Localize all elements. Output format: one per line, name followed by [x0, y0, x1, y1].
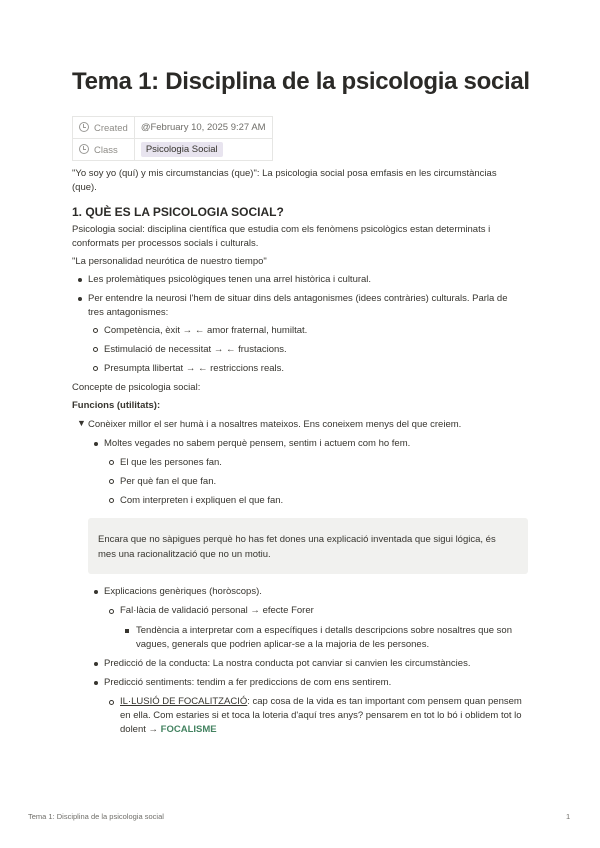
sub-bullet-circle — [109, 479, 114, 484]
toggle-triangle-icon[interactable]: ▼ — [77, 418, 86, 428]
bullet-dot — [78, 278, 82, 282]
sub-list-item: Com interpreten i expliquen el que fan. — [120, 495, 284, 506]
section-heading: 1. QUÈ ES LA PSICOLOGIA SOCIAL? — [72, 205, 284, 219]
sub-bullet-circle — [93, 328, 98, 333]
created-label-cell — [73, 117, 135, 139]
sub-list-item: Competència, èxit → ← amor fraternal, humiltat. — [104, 325, 308, 336]
sub-sub-list-item: Tendència a interpretar com a específiques i detalls descripcions sobre nosaltres que son — [136, 625, 512, 636]
created-label: Created — [94, 122, 128, 134]
concept-line: Concepte de psicologia social: — [72, 382, 201, 393]
definition-line-2: conformats per processos socials i culturals. — [72, 238, 259, 249]
sub-list-item-continued — [120, 722, 217, 737]
page-number: 1 — [566, 812, 571, 821]
focalisme-highlight: FOCALISME — [160, 724, 217, 735]
sub-bullet-circle — [109, 700, 114, 705]
bullet-dot — [78, 297, 82, 301]
intro-line-1: "Yo soy yo (quí) y mis circumstancias (que)": La psicologia social posa emfasis en les circumstàncias — [72, 168, 497, 179]
list-item: Moltes vegades no sabem perquè pensem, sentim i actuem com ho fem. — [104, 438, 411, 449]
class-label: Class — [94, 144, 118, 156]
select-icon — [79, 144, 89, 154]
list-item: Predicció sentiments: tendim a fer prediccions de com ens sentirem. — [104, 677, 392, 688]
sub-list-item: Fal·làcia de validació personal → efecte Forer — [120, 605, 314, 616]
callout-box — [88, 518, 528, 574]
sub-list-item: Per què fan el que fan. — [120, 476, 217, 487]
sub-sub-list-item-continued: vagues, generals que podrien aplicar-se a la majoria de les persones. — [136, 639, 430, 650]
toggle-text[interactable]: Conèixer millor el ser humà i a nosaltres mateixos. Ens coneixem menys del que creiem. — [88, 419, 462, 430]
list-item: Explicacions genèriques (horòscops). — [104, 586, 262, 597]
dolent-text: dolent → — [120, 724, 161, 735]
list-item-continued: tres antagonismes: — [88, 307, 169, 318]
page-title: Tema 1: Disciplina de la psicologia social — [72, 68, 530, 95]
focalitzacio-term: IL·LUSIÓ DE FOCALITZACIÓ — [120, 696, 248, 707]
intro-line-2: (que). — [72, 182, 97, 193]
callout-line-2: mes una racionalització que no un motiu. — [98, 549, 271, 560]
sub-sub-bullet-square — [125, 629, 129, 633]
footer-title: Tema 1: Disciplina de la psicologia social — [28, 812, 164, 821]
list-item: Per entendre la neurosi l'hem de situar dins dels antagonismes (idees contràries) culturals. Parla de — [88, 293, 508, 304]
created-value: @February 10, 2025 9:27 AM — [134, 117, 272, 139]
property-class — [73, 139, 273, 161]
callout-line-1: Encara que no sàpigues perquè ho has fet dones una explicació inventada que sigui lógica, és — [98, 534, 496, 545]
class-label-cell — [73, 139, 135, 161]
sub-bullet-circle — [93, 347, 98, 352]
quote-line: "La personalidad neurótica de nuestro tiempo" — [72, 256, 267, 267]
sub-list-item: El que les persones fan. — [120, 457, 222, 468]
bullet-dot — [94, 590, 98, 594]
clock-icon — [79, 122, 89, 132]
sub-bullet-circle — [93, 366, 98, 371]
sub-list-item: Presumpta llibertat → ← restriccions reals. — [104, 363, 285, 374]
sub-list-item-continued: en ella. Com estaries si et toca la loteria d'aquí tres anys? pensarem en tot lo bó i oblidem tot lo — [120, 710, 522, 721]
bullet-dot — [94, 442, 98, 446]
list-item: Predicció de la conducta: La nostra conducta pot canviar si canvien les circumstàncies. — [104, 658, 471, 669]
bullet-dot — [94, 662, 98, 666]
sub-list-item: Estimulació de necessitat → ← frustacions. — [104, 344, 287, 355]
focalitzacio-desc: : cap cosa de la vida es tan important com pensem quan pensem — [247, 696, 522, 707]
class-tag[interactable]: Psicologia Social — [141, 142, 223, 157]
class-value-cell — [134, 139, 272, 161]
property-created — [73, 117, 273, 139]
properties-table — [72, 116, 273, 161]
list-item: Les prolemàtiques psicològiques tenen una arrel històrica i cultural. — [88, 274, 372, 285]
definition-line-1: Psicologia social: disciplina científica que estudia com els fenòmens psicològics estan determinats i — [72, 224, 491, 235]
sub-bullet-circle — [109, 609, 114, 614]
sub-list-item — [120, 694, 522, 709]
bullet-dot — [94, 681, 98, 685]
funcions-heading: Funcions (utilitats): — [72, 400, 161, 411]
sub-bullet-circle — [109, 498, 114, 503]
sub-bullet-circle — [109, 460, 114, 465]
